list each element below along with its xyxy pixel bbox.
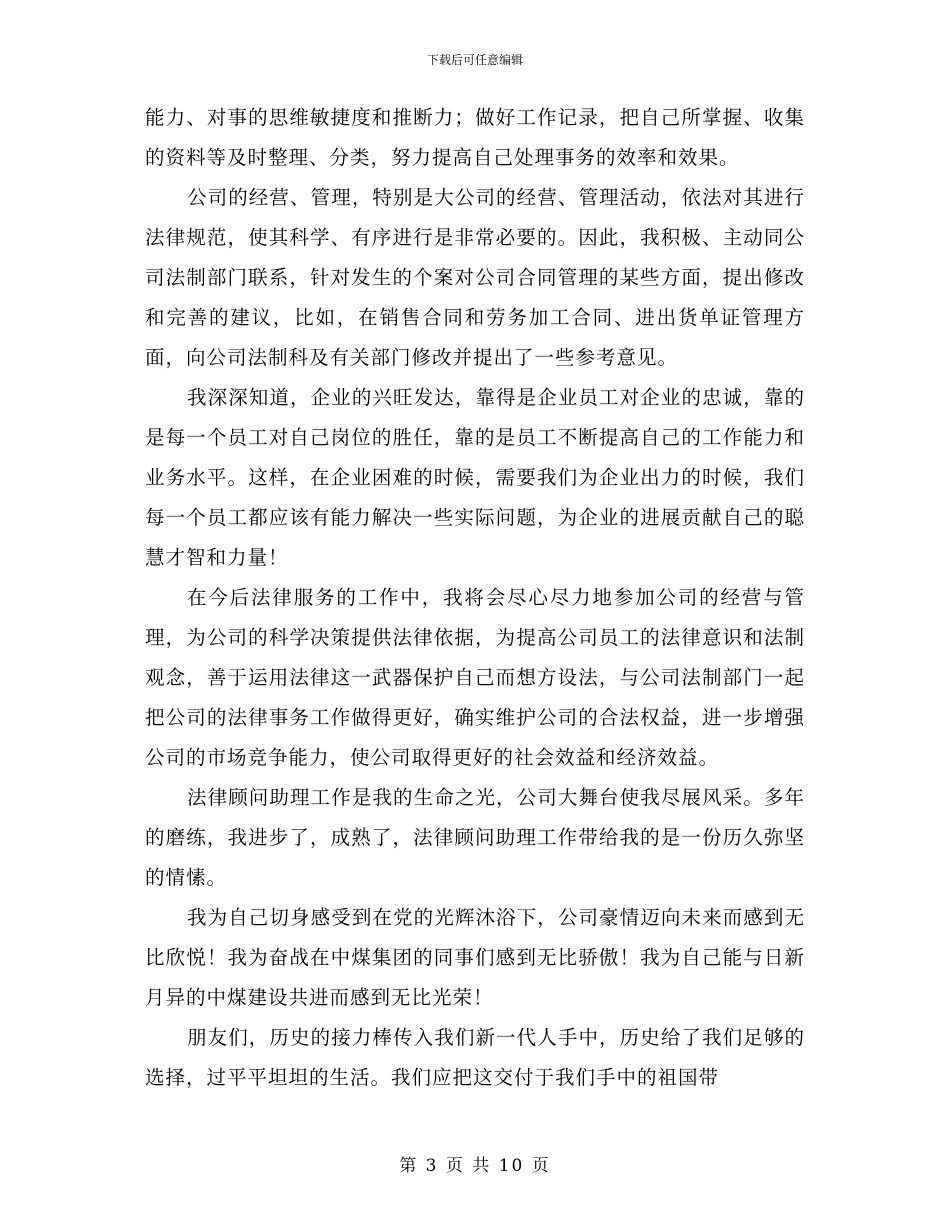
paragraph-legal-service: 在今后法律服务的工作中，我将会尽心尽力地参加公司的经营与管理，为公司的科学决策提供法律依据，为提高公司员工的法律意识和法制观念，善于运用法律这一武器保护自己而想方设法，与公司法制部门一起把公司的法律事务工作做得更好，确实维护公司的合法权益，进一步增强公司的市场竞争能力，使公司取得更好的社会效益和经济效益。: [145, 586, 805, 769]
page-header: 下载后可任意编辑: [426, 53, 523, 67]
paragraph-pride: 我为自己切身感受到在党的光辉沐浴下，公司豪情迈向未来而感到无比欣悦！我为奋战在中煤集团的同事们感到无比骄傲！我为自己能与日新月异的中煤建设共进而感到无比光荣！: [145, 906, 805, 1009]
paragraph-enterprise-prosperity: 我深深知道，企业的兴旺发达，靠得是企业员工对企业的忠诚，靠的是每一个员工对自己岗位的胜任，靠的是员工不断提高自己的工作能力和业务水平。这样，在企业困难的时候，需要我们为企业出力的时候，我们每一个员工都应该有能力解决一些实际问题，为企业的进展贡献自己的聪慧才智和力量！: [145, 386, 805, 569]
paragraph-friends: 朋友们，历史的接力棒传入我们新一代人手中，历史给了我们足够的选择，过平平坦坦的生活。我们应把这交付于我们手中的祖国带: [145, 1026, 805, 1089]
document-body: [145, 98, 805, 1098]
paragraph-legal-assistant: 法律顾问助理工作是我的生命之光，公司大舞台使我尽展风采。多年的磨练，我进步了，成熟了，法律顾问助理工作带给我的是一份历久弥坚的情愫。: [145, 786, 805, 889]
page-number: 第 3 页 共 10 页: [399, 1156, 551, 1176]
paragraph-continuation: 能力、对事的思维敏捷度和推断力；做好工作记录，把自己所掌握、收集的资料等及时整理、分类，努力提高自己处理事务的效率和效果。: [145, 106, 805, 169]
paragraph-company-management: 公司的经营、管理，特别是大公司的经营、管理活动，依法对其进行法律规范，使其科学、有序进行是非常必要的。因此，我积极、主动同公司法制部门联系，针对发生的个案对公司合同管理的某些方面，提出修改和完善的建议，比如，在销售合同和劳务加工合同、进出货单证管理方面，向公司法制科及有关部门修改并提出了一些参考意见。: [145, 186, 805, 369]
